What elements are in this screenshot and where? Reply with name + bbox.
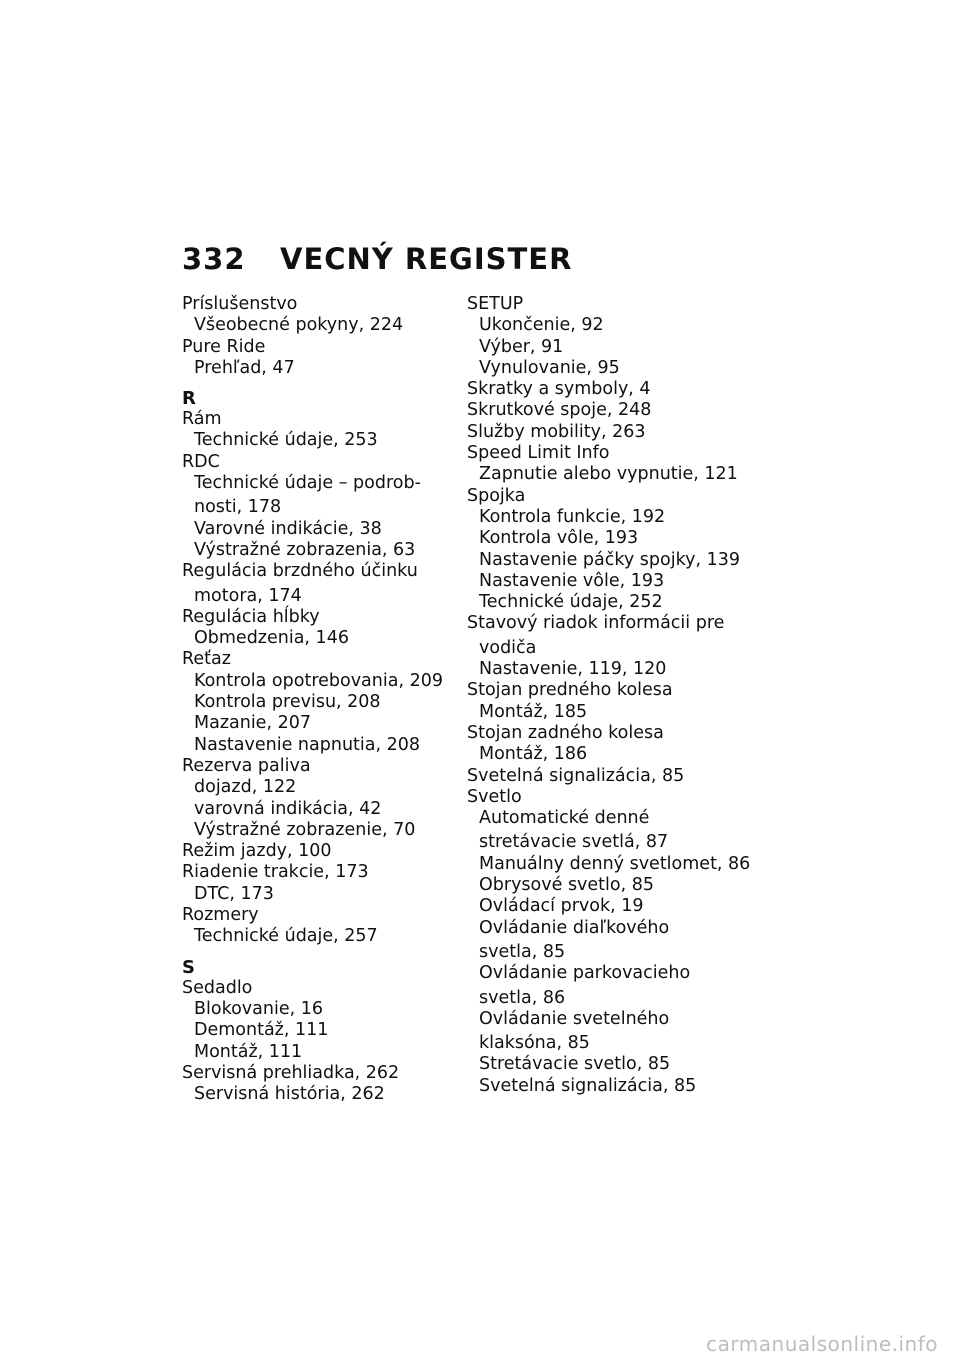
index-subentry: Kontrola previsu, 208 <box>194 692 381 713</box>
index-subentry: Svetelná signalizácia, 85 <box>479 1075 697 1096</box>
index-entry: Pure Ride <box>182 336 266 357</box>
index-column-left <box>182 294 482 1105</box>
index-subentry: Manuálny denný svetlomet, 86 <box>479 853 751 874</box>
index-subentry: dojazd, 122 <box>194 777 297 798</box>
index-entry: Rezerva paliva <box>182 755 311 776</box>
index-subentry: Obrysové svetlo, 85 <box>479 875 655 896</box>
index-entry: Reťaz <box>182 649 231 670</box>
index-entry: RDC <box>182 451 220 472</box>
index-subentry: Obmedzenia, 146 <box>194 628 349 649</box>
index-entry: Skrutkové spoje, 248 <box>467 400 652 421</box>
index-letter-heading: S <box>182 956 195 978</box>
index-entry: Svetlo <box>467 786 522 807</box>
index-entry: Rám <box>182 409 222 430</box>
index-entry: Rozmery <box>182 905 259 926</box>
index-subentry: Ukončenie, 92 <box>479 315 604 336</box>
index-subentry: Servisná história, 262 <box>194 1084 385 1105</box>
index-entry: Svetelná signalizácia, 85 <box>467 765 685 786</box>
index-subentry: Montáž, 186 <box>479 744 588 765</box>
index-entry: SETUP <box>467 294 524 314</box>
index-subentry: Ovládanie svetelného <box>479 1008 670 1029</box>
index-subentry: Technické údaje, 252 <box>479 592 663 613</box>
index-subentry: Ovládanie parkovacieho <box>479 963 691 984</box>
index-entry: Riadenie trakcie, 173 <box>182 862 369 883</box>
index-entry: Regulácia hĺbky <box>182 606 320 627</box>
index-subentry: Ovládanie diaľkového <box>479 917 670 938</box>
page-header <box>182 242 572 276</box>
index-subentry: Výstražné zobrazenie, 70 <box>194 819 416 840</box>
index-entry: Stojan zadného kolesa <box>467 722 664 743</box>
index-entry: Skratky a symboly, 4 <box>467 379 651 400</box>
page-title: VECNÝ REGISTER <box>280 242 573 276</box>
index-subentry: Demontáž, 111 <box>194 1020 329 1041</box>
index-entry: Stavový riadok informácii pre <box>467 613 725 634</box>
index-column-right <box>467 294 767 1097</box>
index-entry: Režim jazdy, 100 <box>182 841 332 862</box>
index-subentry: Výstražné zobrazenia, 63 <box>194 539 416 560</box>
index-subentry: Mazanie, 207 <box>194 713 311 734</box>
index-subentry: Nastavenie, 119, 120 <box>479 659 667 680</box>
index-entry-continuation: svetla, 86 <box>479 987 566 1008</box>
index-subentry: Nastavenie vôle, 193 <box>479 570 665 591</box>
index-subentry: Technické údaje, 253 <box>194 430 378 451</box>
index-entry-continuation: vodiča <box>479 637 537 658</box>
index-entry: Regulácia brzdného účinku <box>182 561 418 582</box>
index-entry: Speed Limit Info <box>467 443 610 464</box>
index-subentry: Varovné indikácie, 38 <box>194 518 382 539</box>
index-subentry: Nastavenie napnutia, 208 <box>194 734 421 755</box>
index-subentry: DTC, 173 <box>194 883 274 904</box>
index-subentry: Blokovanie, 16 <box>194 998 323 1019</box>
index-subentry: Prehľad, 47 <box>194 357 295 378</box>
index-subentry: Kontrola funkcie, 192 <box>479 506 666 527</box>
index-subentry: Nastavenie páčky spojky, 139 <box>479 549 740 570</box>
index-entry: Stojan predného kolesa <box>467 680 673 701</box>
index-subentry: varovná indikácia, 42 <box>194 798 382 819</box>
index-entry: Príslušenstvo <box>182 294 298 314</box>
index-subentry: Kontrola opotrebovania, 209 <box>194 670 443 691</box>
index-letter-heading: R <box>182 388 196 410</box>
index-entry-continuation: motora, 174 <box>194 585 302 606</box>
index-subentry: Technické údaje, 257 <box>194 926 378 947</box>
index-subentry: Všeobecné pokyny, 224 <box>194 315 404 336</box>
index-entry: Spojka <box>467 485 526 506</box>
index-entry: Sedadlo <box>182 977 253 998</box>
index-subentry: Kontrola vôle, 193 <box>479 528 639 549</box>
index-subentry: Výber, 91 <box>479 336 564 357</box>
index-subentry: Ovládací prvok, 19 <box>479 896 644 917</box>
index-entry: Servisná prehliadka, 262 <box>182 1062 400 1083</box>
index-subentry: Automatické denné <box>479 808 650 829</box>
page-number: 332 <box>182 242 246 276</box>
index-subentry: Stretávacie svetlo, 85 <box>479 1054 671 1075</box>
index-entry-continuation: stretávacie svetlá, 87 <box>479 832 669 853</box>
index-entry-continuation: klaksóna, 85 <box>479 1033 590 1054</box>
index-entry-continuation: svetla, 85 <box>479 941 566 962</box>
index-subentry: Technické údaje – podrob- <box>194 473 421 494</box>
index-entry: Služby mobility, 263 <box>467 421 646 442</box>
watermark: carmanualsonline.info <box>706 1332 938 1356</box>
index-subentry: Montáž, 185 <box>479 701 588 722</box>
index-subentry: Montáž, 111 <box>194 1041 303 1062</box>
index-subentry: Vynulovanie, 95 <box>479 357 620 378</box>
index-subentry: Zapnutie alebo vypnutie, 121 <box>479 464 738 485</box>
index-entry-continuation: nosti, 178 <box>194 497 282 518</box>
